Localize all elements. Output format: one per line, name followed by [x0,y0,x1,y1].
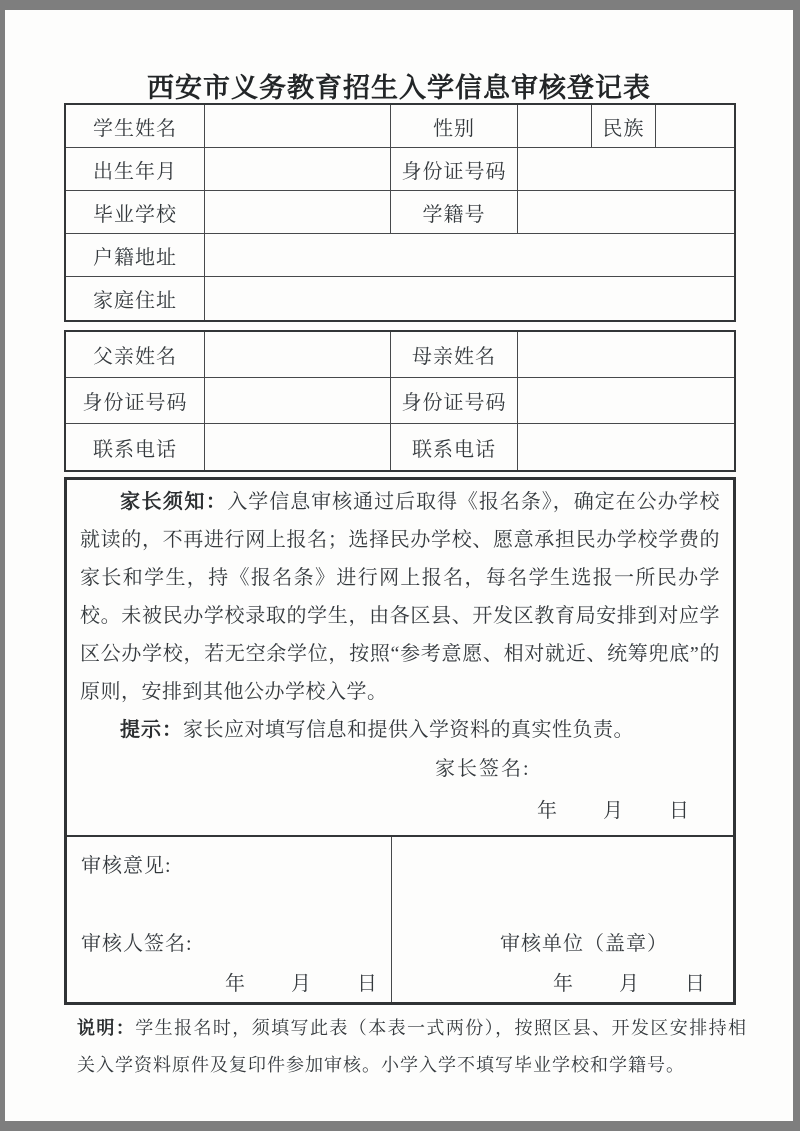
birth-date-value-cell [205,148,391,191]
gender-label: 性别 [391,105,518,148]
father-phone-value-cell [205,424,391,470]
reviewer-signature-label: 审核人签名: [81,933,193,955]
tip-body: 家长应对填写信息和提供入学资料的真实性负责。 [183,719,634,741]
gender-value-cell [518,105,592,148]
parent-signature-date: 年 月 日 [537,800,691,822]
father-id-label: 身份证号码 [66,378,205,424]
parent-notice-body: 入学信息审核通过后取得《报名条》，确定在公办学校就读的，不再进行网上报名；选择民办学校、愿意承担民办学校学费的家长和学生，持《报名条》进行网上报名，每名学生选报一所民办学校。未被民办学校录取的学生，由各区县、开发区教育局安排到对应学区公办学校，若无空余学位，按照“参考意愿、相对就近、统筹兜底”的原则，安排到其他公办学校入学。 [80,491,721,703]
tip-paragraph [80,711,720,749]
student-name-value-cell [205,105,391,148]
father-id-value-cell [205,378,391,424]
review-right-date: 年 月 日 [553,973,707,995]
mother-phone-label: 联系电话 [391,424,518,470]
graduate-school-label: 毕业学校 [66,191,205,234]
ethnicity-value-cell [656,105,734,148]
father-name-value-cell [205,332,391,378]
parent-info-table [64,330,736,472]
registry-number-label: 学籍号 [391,191,518,234]
parent-notice-heading: 家长须知： [120,491,228,513]
review-opinion-cell [67,837,392,1002]
mother-name-value-cell [518,332,734,378]
parent-notice-section [67,480,733,835]
student-id-number-value-cell [518,148,734,191]
registered-address-label: 户籍地址 [66,234,205,277]
review-unit-cell [392,837,733,1002]
ethnicity-label: 民族 [592,105,656,148]
notice-and-review-box [64,477,736,1005]
father-phone-label: 联系电话 [66,424,205,470]
home-address-value-cell [205,277,734,320]
footnote-heading: 说明： [77,1018,136,1038]
parent-signature-label: 家长签名: [435,758,531,780]
home-address-label: 家庭住址 [66,277,205,320]
student-name-label: 学生姓名 [66,105,205,148]
registry-number-value-cell [518,191,734,234]
student-info-table [64,103,736,322]
birth-date-label: 出生年月 [66,148,205,191]
mother-id-value-cell [518,378,734,424]
registered-address-value-cell [205,234,734,277]
footnote-body: 学生报名时，须填写此表（本表一式两份），按照区县、开发区安排持相关入学资料原件及复印件参加审核。小学入学不填写毕业学校和学籍号。 [77,1018,748,1075]
mother-name-label: 母亲姓名 [391,332,518,378]
student-id-number-label: 身份证号码 [391,148,518,191]
form-page [5,10,793,1121]
parent-notice-paragraph [80,480,720,711]
tip-heading: 提示： [120,719,183,741]
page-title: 西安市义务教育招生入学信息审核登记表 [147,73,651,103]
footnote-paragraph [77,1010,747,1084]
review-section [67,835,733,1002]
mother-phone-value-cell [518,424,734,470]
review-unit-label: 审核单位（盖章） [500,933,668,955]
mother-id-label: 身份证号码 [391,378,518,424]
review-opinion-label: 审核意见: [81,855,172,877]
father-name-label: 父亲姓名 [66,332,205,378]
review-left-date: 年 月 日 [225,973,379,995]
graduate-school-value-cell [205,191,391,234]
